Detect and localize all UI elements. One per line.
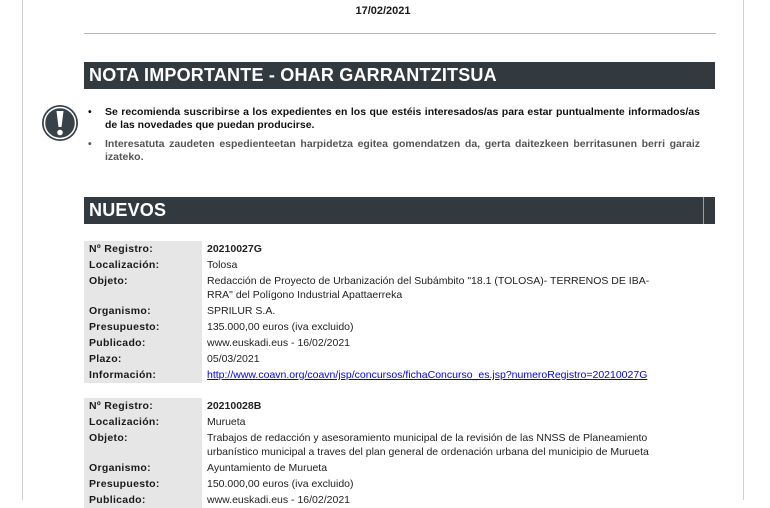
record-row xyxy=(84,367,716,383)
record-row xyxy=(84,460,716,476)
record-row xyxy=(84,430,716,460)
informacion-label: Información: xyxy=(84,367,202,383)
presupuesto-value: 135.000,00 euros (iva excluido) xyxy=(207,321,354,333)
localizacion-label: Localización: xyxy=(84,414,202,430)
record-row xyxy=(84,414,716,430)
note-section-header xyxy=(84,62,715,89)
objeto-value: Redacción de Proyecto de Urbanización del Subámbito "18.1 (TOLOSA)- TERRENOS DE IBA- RRA" del Polígono Industrial Apattaerreka xyxy=(207,275,650,301)
nuevos-section-header xyxy=(84,197,715,224)
record-row xyxy=(84,319,716,335)
objeto-value: Trabajos de redacción y asesoramiento municipal de la revisión de las NNSS de Planeamiento urbanístico municipal a traves del plan general de ordenación urbana del municipio de Murueta xyxy=(207,432,649,458)
localizacion-value: Murueta xyxy=(207,416,246,428)
record-row xyxy=(84,257,716,273)
tender-record xyxy=(84,241,716,383)
plazo-value: 05/03/2021 xyxy=(207,353,260,365)
nuevos-section-title: NUEVOS xyxy=(89,200,167,220)
organismo-label: Organismo: xyxy=(84,460,202,476)
publicado-value: www.euskadi.eus - 16/02/2021 xyxy=(207,337,351,349)
record-row xyxy=(84,273,716,303)
bullet: • xyxy=(88,106,92,118)
objeto-label: Objeto: xyxy=(84,430,202,460)
exclamation-icon xyxy=(41,104,79,142)
localizacion-label: Localización: xyxy=(84,257,202,273)
presupuesto-label: Presupuesto: xyxy=(84,319,202,335)
localizacion-value: Tolosa xyxy=(207,259,238,271)
bullet: • xyxy=(88,138,92,150)
objeto-label: Objeto: xyxy=(84,273,202,303)
registro-label: Nº Registro: xyxy=(84,241,202,257)
record-row xyxy=(84,335,716,351)
organismo-label: Organismo: xyxy=(84,303,202,319)
organismo-value: SPRILUR S.A. xyxy=(207,305,276,317)
publicado-label: Publicado: xyxy=(84,492,202,508)
note-item: • Interesatuta zaudeten espedienteetan harpidetza egitea gomendatzen da, gerta daitezkeen berritasunen berri garaiz izateko. xyxy=(88,138,700,163)
record-row xyxy=(84,303,716,319)
registro-value: 20210027G xyxy=(207,243,262,255)
record-row xyxy=(84,398,716,414)
document-page xyxy=(22,0,744,506)
informacion-link[interactable]: http://www.coavn.org/coavn/jsp/concursos/fichaConcurso_es.jsp?numeroRegistro=20210027G xyxy=(207,369,648,381)
header-divider xyxy=(84,33,716,34)
note-section-title: NOTA IMPORTANTE - OHAR GARRANTZITSUA xyxy=(89,65,497,85)
presupuesto-value: 150.000,00 euros (iva excluido) xyxy=(207,478,354,490)
presupuesto-label: Presupuesto: xyxy=(84,476,202,492)
publicado-value: www.euskadi.eus - 16/02/2021 xyxy=(207,494,351,506)
registro-label: Nº Registro: xyxy=(84,398,202,414)
record-row xyxy=(84,241,716,257)
organismo-value: Ayuntamiento de Murueta xyxy=(207,462,328,474)
record-row xyxy=(84,351,716,367)
tender-record xyxy=(84,398,716,508)
note-item: • Se recomienda suscribirse a los expedientes en los que estéis interesados/as para estar puntualmente informados/as de las novedades que puedan producirse. xyxy=(88,106,700,131)
header-tail xyxy=(703,197,715,224)
publicado-label: Publicado: xyxy=(84,335,202,351)
document-date: 17/02/2021 xyxy=(355,5,411,17)
record-row xyxy=(84,492,716,508)
plazo-label: Plazo: xyxy=(84,351,202,367)
registro-value: 20210028B xyxy=(207,400,262,412)
record-row xyxy=(84,476,716,492)
note-list xyxy=(88,106,700,170)
informacion-value xyxy=(202,367,716,383)
